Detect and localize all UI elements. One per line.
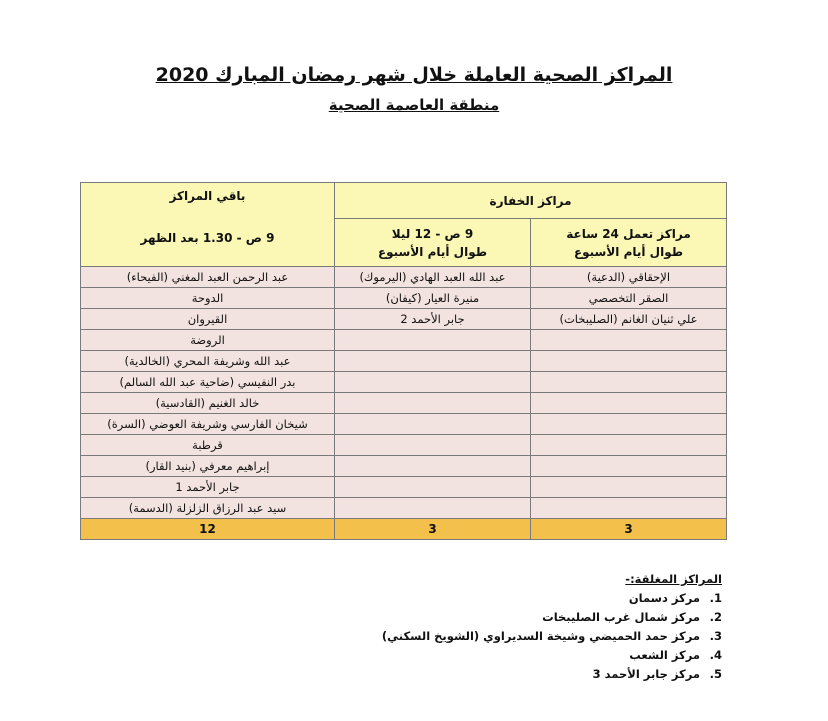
cell-rest: سيد عبد الرزاق الزلزلة (الدسمة) — [81, 498, 335, 519]
cell-night — [335, 477, 531, 498]
list-item-text: مركز الشعب — [629, 648, 700, 662]
list-item-text: مركز جابر الأحمد 3 — [592, 667, 700, 681]
cell-night: جابر الأحمد 2 — [335, 309, 531, 330]
list-item-number: 3. — [709, 629, 722, 643]
list-item-number: 4. — [709, 648, 722, 662]
table-row — [81, 267, 727, 288]
table-row — [81, 309, 727, 330]
table-row — [81, 456, 727, 477]
cell-rest: عبد الرحمن العبد المغني (الفيحاء) — [81, 267, 335, 288]
cell-night: منيرة العيار (كيفان) — [335, 288, 531, 309]
cell-24h — [531, 393, 727, 414]
group-header-rest — [81, 183, 335, 267]
table-row — [81, 372, 727, 393]
cell-night — [335, 330, 531, 351]
list-item-text: مركز دسمان — [628, 591, 700, 605]
list-item — [382, 627, 722, 646]
cell-night — [335, 372, 531, 393]
cell-rest: القيروان — [81, 309, 335, 330]
page-subtitle: منطقة العاصمة الصحية — [328, 96, 500, 114]
cell-rest: إبراهيم معرفي (بنيد القار) — [81, 456, 335, 477]
list-item — [382, 589, 722, 608]
cell-24h — [531, 330, 727, 351]
col-header-24h — [531, 219, 727, 267]
totals-row — [81, 519, 727, 540]
table-row — [81, 351, 727, 372]
cell-night — [335, 498, 531, 519]
cell-rest: جابر الأحمد 1 — [81, 477, 335, 498]
cell-24h: علي ثنيان الغانم (الصليبخات) — [531, 309, 727, 330]
page-title: المراكز الصحية العاملة خلال شهر رمضان المبارك 2020 — [155, 64, 673, 86]
cell-24h: الصقر التخصصي — [531, 288, 727, 309]
cell-night: عبد الله العبد الهادي (اليرموك) — [335, 267, 531, 288]
cell-night — [335, 393, 531, 414]
cell-night — [335, 456, 531, 477]
closed-centers-heading: المراكز المغلقة:- — [625, 572, 722, 586]
table-row — [81, 393, 727, 414]
col-header-night-line2: طوال أيام الأسبوع — [377, 244, 488, 259]
list-item-number: 2. — [709, 610, 722, 624]
cell-night — [335, 435, 531, 456]
table-row — [81, 330, 727, 351]
cell-24h: الإحقاقي (الدعية) — [531, 267, 727, 288]
list-item-text: مركز شمال غرب الصليبخات — [542, 610, 700, 624]
closed-centers — [382, 572, 722, 684]
cell-rest: قرطبة — [81, 435, 335, 456]
col-header-24h-line2: طوال أيام الأسبوع — [573, 244, 684, 259]
cell-rest: الدوحة — [81, 288, 335, 309]
cell-rest: بدر النفيسي (ضاحية عبد الله السالم) — [81, 372, 335, 393]
list-item — [382, 608, 722, 627]
col-header-24h-line1: مراكز تعمل 24 ساعة — [566, 226, 691, 241]
total-24h: 3 — [531, 519, 727, 540]
cell-rest: شيخان الفارسي وشريفة العوضي (السرة) — [81, 414, 335, 435]
list-item-number: 5. — [709, 667, 722, 681]
cell-night — [335, 351, 531, 372]
cell-24h — [531, 414, 727, 435]
table-row — [81, 498, 727, 519]
table-row — [81, 477, 727, 498]
cell-rest: خالد الغنيم (القادسية) — [81, 393, 335, 414]
list-item — [382, 665, 722, 684]
total-night: 3 — [335, 519, 531, 540]
health-centers-table — [80, 182, 727, 540]
group-header-rest-label: باقي المراكز — [169, 189, 246, 203]
table-row — [81, 414, 727, 435]
cell-24h — [531, 456, 727, 477]
col-header-night — [335, 219, 531, 267]
cell-24h — [531, 351, 727, 372]
table-row — [81, 435, 727, 456]
total-rest: 12 — [81, 519, 335, 540]
cell-rest: الروضة — [81, 330, 335, 351]
list-item-text: مركز حمد الحميضي وشيخة السديراوي (الشويخ السكني) — [381, 629, 700, 643]
group-header-duty: مراكز الخفارة — [335, 183, 727, 219]
cell-24h — [531, 477, 727, 498]
closed-centers-list — [382, 589, 722, 684]
col-header-night-line1: 9 ص - 12 ليلا — [391, 226, 474, 241]
list-item-number: 1. — [709, 591, 722, 605]
cell-24h — [531, 372, 727, 393]
cell-rest: عبد الله وشريفة المحري (الخالدية) — [81, 351, 335, 372]
list-item — [382, 646, 722, 665]
cell-night — [335, 414, 531, 435]
col-header-rest: 9 ص - 1.30 بعد الظهر — [140, 231, 275, 245]
table-row — [81, 288, 727, 309]
cell-24h — [531, 435, 727, 456]
cell-24h — [531, 498, 727, 519]
